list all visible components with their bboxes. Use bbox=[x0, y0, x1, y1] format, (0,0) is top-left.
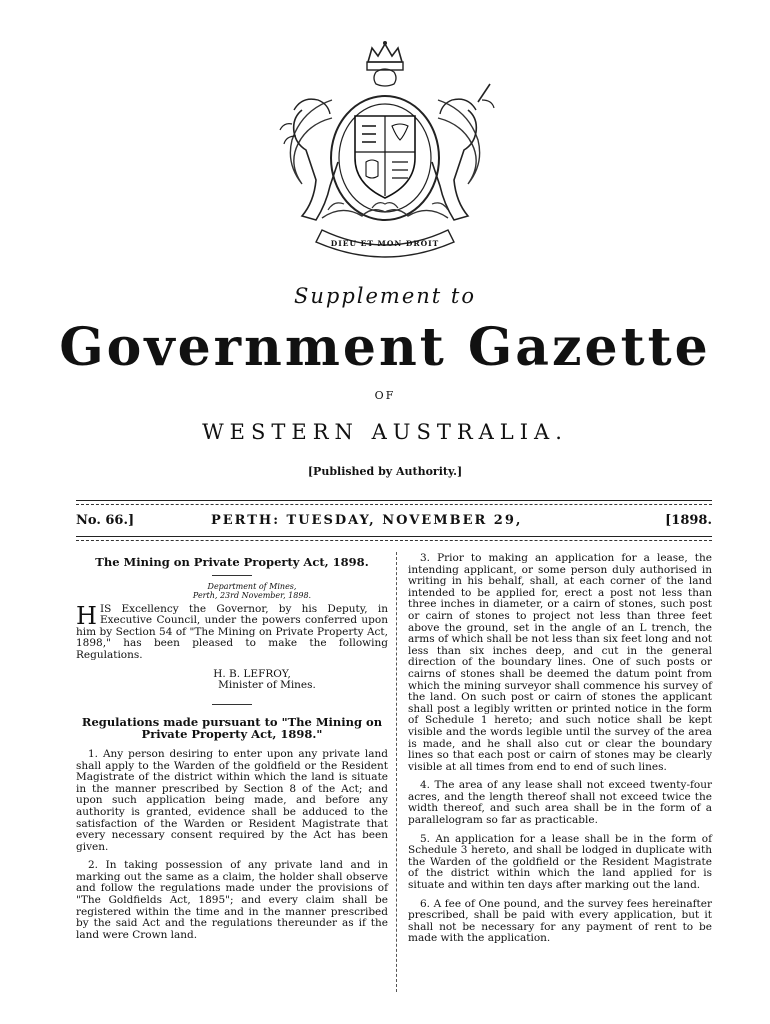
regulation-4: 4. The area of any lease shall not exceed twenty-four acres, and the length thereof shall not exceed twice the width thereof, and such area shall be in the form of a parallelogram so far as practicable. bbox=[408, 779, 712, 827]
department-date: Perth, 23rd November, 1898. bbox=[192, 590, 312, 600]
signatory-name: H. B. LEFROY, bbox=[213, 667, 291, 680]
intro-paragraph bbox=[76, 601, 388, 662]
issue-year: [1898. bbox=[665, 513, 712, 528]
regulation-2: 2. In taking possession of any private land and in marking out the same as a claim, the holder shall observe and follow the regulations made under the provisions of "The Goldfields Act, 1895"; and every claim shall be registered within the time and in the manner prescribed by the said Act and the regulations thereunder as if the land were Crown land. bbox=[76, 859, 388, 941]
regulations-heading-2: Private Property Act, 1898." bbox=[141, 727, 323, 742]
regulation-3: 3. Prior to making an application for a lease, the intending applicant, or some person duly authorised in writing in his behalf, shall, at each corner of the land intended to be applied for, erect a post not less than three inches in diameter, or a cairn of stones, such post or cairn of stones to project not less than three feet above the ground, set in the angle of an L trench, the arms of which shall be not less than six feet long and not less than six inches deep, and cut in the general direction of the boundary lines. One of such posts or cairns of stones shall be deemed the datum point from which the mining surveyor shall commence his survey of the land. On such post or cairn of stones the applicant shall post a legibly written or printed notice in the form of Schedule 1 hereto; and such notice shall be kept visible and the words legible until the survey of the area is made, and he shall also cut or clear the boundary lines so that each post or cairn of stones may be clearly visible at all times from end to end of such lines. bbox=[408, 552, 712, 773]
issue-rule-dashed bbox=[76, 540, 712, 541]
crown-icon bbox=[367, 41, 403, 70]
regulation-5: 5. An application for a lease shall be in the form of Schedule 3 hereto, and shall be lodged in duplicate with the Warden of the goldfield or the Resident Magistrate of the district within which the land applied for is situate and within ten days after marking out the land. bbox=[408, 832, 712, 892]
issue-line bbox=[76, 513, 712, 533]
department-line bbox=[116, 582, 388, 600]
short-rule bbox=[212, 575, 252, 576]
regulation-1: 1. Any person desiring to enter upon any private land shall apply to the Warden of the goldfield or the Resident Magistrate of the district within which the land is situate in the manner prescribed by Section 8 of the Act; and upon such application being made, and before any authority is granted, evidence shall be adduced to the satisfaction of the Warden or Resident Magistrate that every necessary consent required by the Act has been given. bbox=[76, 747, 388, 853]
regulation-6: 6. A fee of One pound, and the survey fees hereinafter prescribed, shall be paid with every application, but it shall not be necessary for any payment of rent to be made with the application. bbox=[408, 897, 712, 945]
state-name: WESTERN AUSTRALIA. bbox=[202, 420, 568, 444]
drop-cap: H bbox=[76, 601, 97, 630]
gazette-title: Government Gazette bbox=[59, 317, 711, 378]
top-rule bbox=[76, 500, 712, 501]
unicorn-supporter-icon bbox=[432, 84, 494, 220]
royal-coat-of-arms-crest bbox=[272, 40, 498, 258]
right-column bbox=[408, 553, 712, 952]
left-column bbox=[76, 553, 388, 948]
lion-supporter-icon bbox=[280, 99, 338, 220]
shield-icon bbox=[355, 116, 415, 198]
act-title: The Mining on Private Property Act, 1898. bbox=[95, 555, 369, 569]
issue-rule bbox=[76, 536, 712, 537]
of-label: OF bbox=[374, 389, 396, 402]
issue-number: No. 66.] bbox=[76, 513, 135, 528]
department-name: Department of Mines, bbox=[207, 581, 297, 591]
crest-motto: DIEU ET MON DROIT bbox=[330, 239, 440, 248]
short-rule-2 bbox=[212, 704, 252, 705]
intro-text: IS Excellency the Governor, by his Deputy, in Executive Council, under the powers conferred upon him by Section 54 of "The Mining on Private Property Act, 1898," has been pleased to make the following Regulations. bbox=[76, 602, 388, 661]
column-divider bbox=[396, 552, 397, 992]
published-by-authority: [Published by Authority.] bbox=[307, 465, 463, 478]
supplement-heading: Supplement to bbox=[293, 284, 476, 308]
top-rule-dashed bbox=[76, 504, 712, 505]
signatory-title: Minister of Mines. bbox=[218, 679, 316, 692]
regulations-heading-1: Regulations made pursuant to "The Mining on bbox=[81, 714, 383, 729]
issue-place-date: PERTH: TUESDAY, NOVEMBER 29, bbox=[211, 513, 523, 528]
